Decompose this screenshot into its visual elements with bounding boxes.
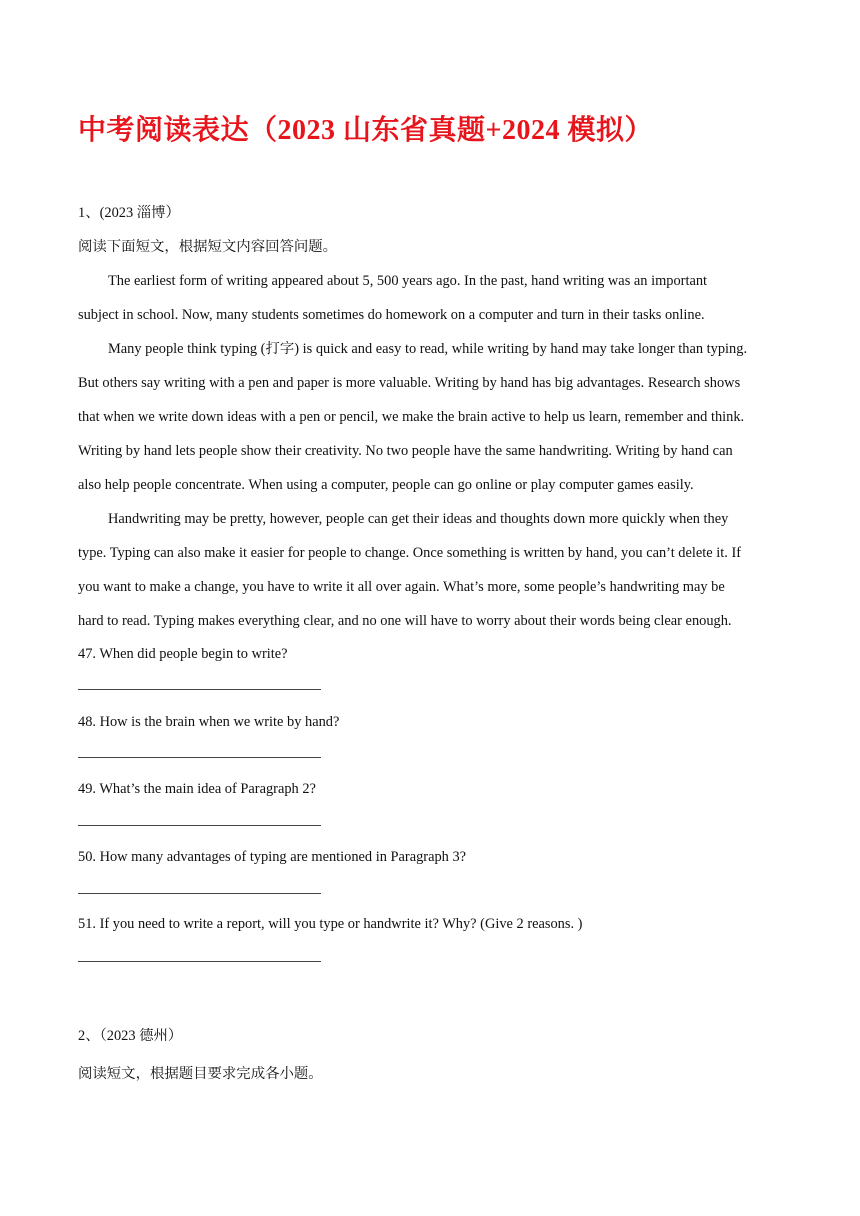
passage-p3-line2: type. Typing can also make it easier for people to change. Once something is written by hand, you can’t delete it. If xyxy=(78,545,742,561)
passage-p2-line2: But others say writing with a pen and paper is more valuable. Writing by hand has big advantages. Research shows xyxy=(78,375,741,391)
section2-header: 2、（2023 德州） xyxy=(78,1028,183,1044)
document-title: 中考阅读表达（2023 山东省真题+2024 模拟） xyxy=(78,115,653,146)
answer-blank-47[interactable] xyxy=(78,689,321,690)
question-50: 50. How many advantages of typing are mentioned in Paragraph 3? xyxy=(78,849,467,865)
section1-header: 1、(2023 淄博） xyxy=(78,205,180,221)
passage-p2-line3: that when we write down ideas with a pen or pencil, we make the brain active to help us learn, remember and think. xyxy=(78,409,745,425)
passage-p1-line2: subject in school. Now, many students sometimes do homework on a computer and turn in their tasks online. xyxy=(78,307,705,323)
question-47: 47. When did people begin to write? xyxy=(78,646,288,662)
passage-p2-line4: Writing by hand lets people show their creativity. No two people have the same handwriting. Writing by hand can xyxy=(78,443,733,459)
question-48: 48. How is the brain when we write by hand? xyxy=(78,714,340,730)
passage-p3-line3: you want to make a change, you have to write it all over again. What’s more, some people’s handwriting may be xyxy=(78,579,725,595)
section1-instruction: 阅读下面短文，根据短文内容回答问题。 xyxy=(78,239,338,255)
answer-blank-51[interactable] xyxy=(78,961,321,962)
answer-blank-50[interactable] xyxy=(78,893,321,894)
passage-p3-line4: hard to read. Typing makes everything clear, and no one will have to worry about their words being clear enough. xyxy=(78,613,732,629)
section2-instruction: 阅读短文，根据题目要求完成各小题。 xyxy=(78,1066,323,1082)
question-51: 51. If you need to write a report, will you type or handwrite it? Why? (Give 2 reasons. ) xyxy=(78,916,583,932)
passage-p3-line1: Handwriting may be pretty, however, people can get their ideas and thoughts down more quickly when they xyxy=(108,511,729,527)
question-49: 49. What’s the main idea of Paragraph 2? xyxy=(78,781,316,797)
answer-blank-49[interactable] xyxy=(78,825,321,826)
passage-p1-line1: The earliest form of writing appeared about 5, 500 years ago. In the past, hand writing was an important xyxy=(108,273,708,289)
passage-p2-line1: Many people think typing (打字) is quick and easy to read, while writing by hand may take longer than typing. xyxy=(108,341,748,357)
passage-p2-line5: also help people concentrate. When using a computer, people can go online or play computer games easily. xyxy=(78,477,694,493)
answer-blank-48[interactable] xyxy=(78,757,321,758)
